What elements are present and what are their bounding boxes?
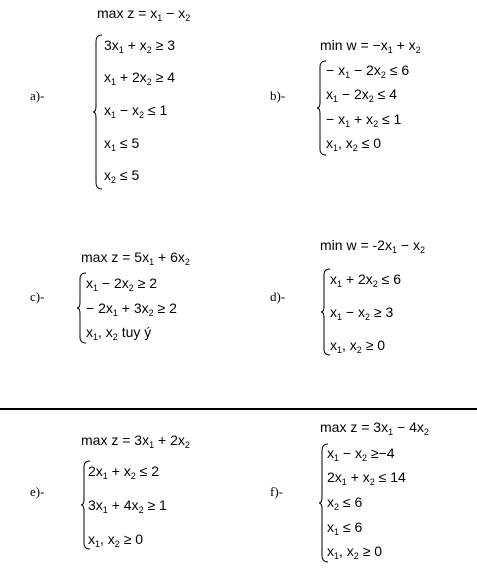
problem-f-label: f)-: [270, 484, 283, 499]
problem-a-constraint: $x_2 \le 5$: [104, 167, 140, 185]
problem-f-constraint: $2x_1 + x_2 \le 14$: [327, 469, 406, 487]
problem-b-constraint: $x_1$, $x_2 \le 0$: [326, 135, 382, 153]
problem-f-constraint: $x_2 \le 6$: [327, 494, 363, 512]
problem-c-label: c)-: [30, 289, 45, 304]
problem-d-constraint: $x_1 + 2x_2 \le 6$: [330, 271, 402, 289]
problem-a-objective: $\max z = x_1 - x_2$: [97, 5, 191, 23]
problem-d-objective: $\min w = -2x_1 - x_2$: [320, 237, 425, 255]
problem-d-constraint: $x_1 - x_2 \ge 3$: [330, 304, 394, 322]
problem-a-constraint: $x_1 - x_2 \le 1$: [104, 102, 168, 120]
problem-a-constraint: $x_1 \le 5$: [104, 135, 140, 153]
problem-b-constraint: − $x_1 - 2x_2 \le 6$: [326, 62, 410, 80]
problem-e-objective: $\max z = 3x_1 + 2x_2$: [81, 432, 190, 450]
constraint-brace: [92, 34, 104, 190]
problem-c-objective: $\max z = 5x_1 + 6x_2$: [81, 249, 190, 267]
problem-a-label: a)-: [30, 88, 45, 103]
problem-e-constraint: $2x_1 + x_2 \le 2$: [88, 463, 160, 481]
problem-c-constraint: $x_1$, $x_2$ tuy ý: [86, 324, 152, 342]
problem-f-constraint: $x_1$, $x_2 \ge 0$: [327, 543, 383, 561]
problem-b-constraint: − $x_1 + x_2 \le 1$: [326, 111, 402, 129]
problem-c-constraint: − $2x_1 + 3x_2 \ge 2$: [86, 300, 177, 318]
problem-e-constraint: $3x_1 + 4x_2 \ge 1$: [88, 497, 167, 515]
problem-f-constraint: $x_1 - x_2 \ge-4$: [327, 445, 395, 463]
problem-e-constraint: $x_1$, $x_2 \ge 0$: [88, 531, 144, 549]
problem-a-constraint: $x_1 + 2x_2 \ge 4$: [104, 69, 176, 87]
problem-b-objective: $\min w = -x_1 + x_2$: [320, 37, 421, 55]
problem-f-objective: $\max z = 3x_1 - 4x_2$: [320, 419, 429, 437]
problem-a-constraint: $3x_1 + x_2 \ge 3$: [104, 37, 176, 55]
problem-f-constraint: $x_1 \le 6$: [327, 519, 363, 537]
problem-e-label: e)-: [30, 484, 45, 499]
problem-b-constraint: $x_1 - 2x_2 \le 4$: [326, 86, 398, 104]
problem-d-label: d)-: [270, 289, 286, 304]
problem-c-constraint: $x_1 - 2x_2 \ge 2$: [86, 275, 158, 293]
problem-d-constraint: $x_1$, $x_2 \ge 0$: [330, 337, 386, 355]
problem-b-label: b)-: [270, 88, 286, 103]
section-divider: [0, 408, 477, 410]
